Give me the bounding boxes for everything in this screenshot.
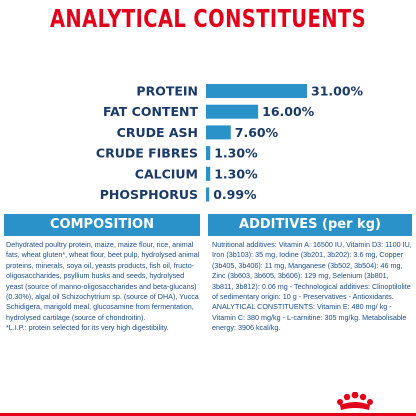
value-label: 0.99% <box>213 187 257 202</box>
bar-phosphorus <box>206 188 209 202</box>
category-label: PHOSPHORUS <box>99 187 198 202</box>
category-label: PROTEIN <box>136 83 198 99</box>
category-label: FAT CONTENT <box>102 104 198 120</box>
bar-calcium <box>206 167 210 181</box>
value-label: 1.30% <box>214 145 258 161</box>
bar-crude-ash <box>206 125 231 139</box>
category-label: CRUDE FIBRES <box>95 145 198 161</box>
category-label: CRUDE ASH <box>116 124 198 140</box>
bar-fat-content <box>206 105 258 119</box>
analytical-constituents-chart <box>0 80 416 205</box>
bar-crude-fibres <box>206 146 210 160</box>
value-label: 1.30% <box>214 166 258 182</box>
composition-text: Dehydrated poultry protein, maize, maize flour, rice, animal fats, wheat gluten*, wheat flour, beet pulp, hydrolysed animal proteins, minerals, soya oil, yeasts products, fish oil, fructo-oligosaccharides, psyllium husks and seeds, hydrolysed yeast (source of manno-oligosaccharides and beta-glucans) (0.30%), algal oil Schizochytrium sp. (source of DHA), Yucca Schidigera, marigold meal, glucosamine from fermentation, hydrolysed cartilage (source of chondroitin). *L.I.P.: protein selected for its very high digestibility. <box>6 240 200 333</box>
value-label: 7.60% <box>234 124 279 140</box>
additives-header: ADDITIVES (per kg) <box>208 214 412 236</box>
additives-text: Nutritional additives: Vitamin A: 16500 IU, Vitamin D3: 1100 IU, Iron (3b103): 35 mg, Iodine (3b201, 3b202): 3.6 mg, Copper (3b405, 3b406): 11 mg, Manganese (3b502, 3b504): 46 mg, Zinc (3b603, 3b605, 3b606): 129 mg, Selenium (3b801, 3b811, 3b812): 0.06 mg - Technological additives: Clinoptilolite of sedimentary origin: 10 g - Preservatives - Antioxidants. ANALYTICAL CONSTITUENTS: Vitamin E: 480 mg/ kg - Vitamin C: 380 mg/kg - L-carnitine: 305 mg/kg. Metabolisable energy: 3906 kcal/kg. <box>212 240 412 333</box>
composition-header: COMPOSITION <box>4 214 200 236</box>
value-label: 16.00% <box>262 104 315 120</box>
crown-logo-icon <box>336 392 374 412</box>
value-label: 31.00% <box>311 83 364 99</box>
category-label: CALCIUM <box>134 166 198 182</box>
page-title: ANALYTICAL CONSTITUENTS <box>49 4 367 33</box>
bar-protein <box>206 84 307 98</box>
